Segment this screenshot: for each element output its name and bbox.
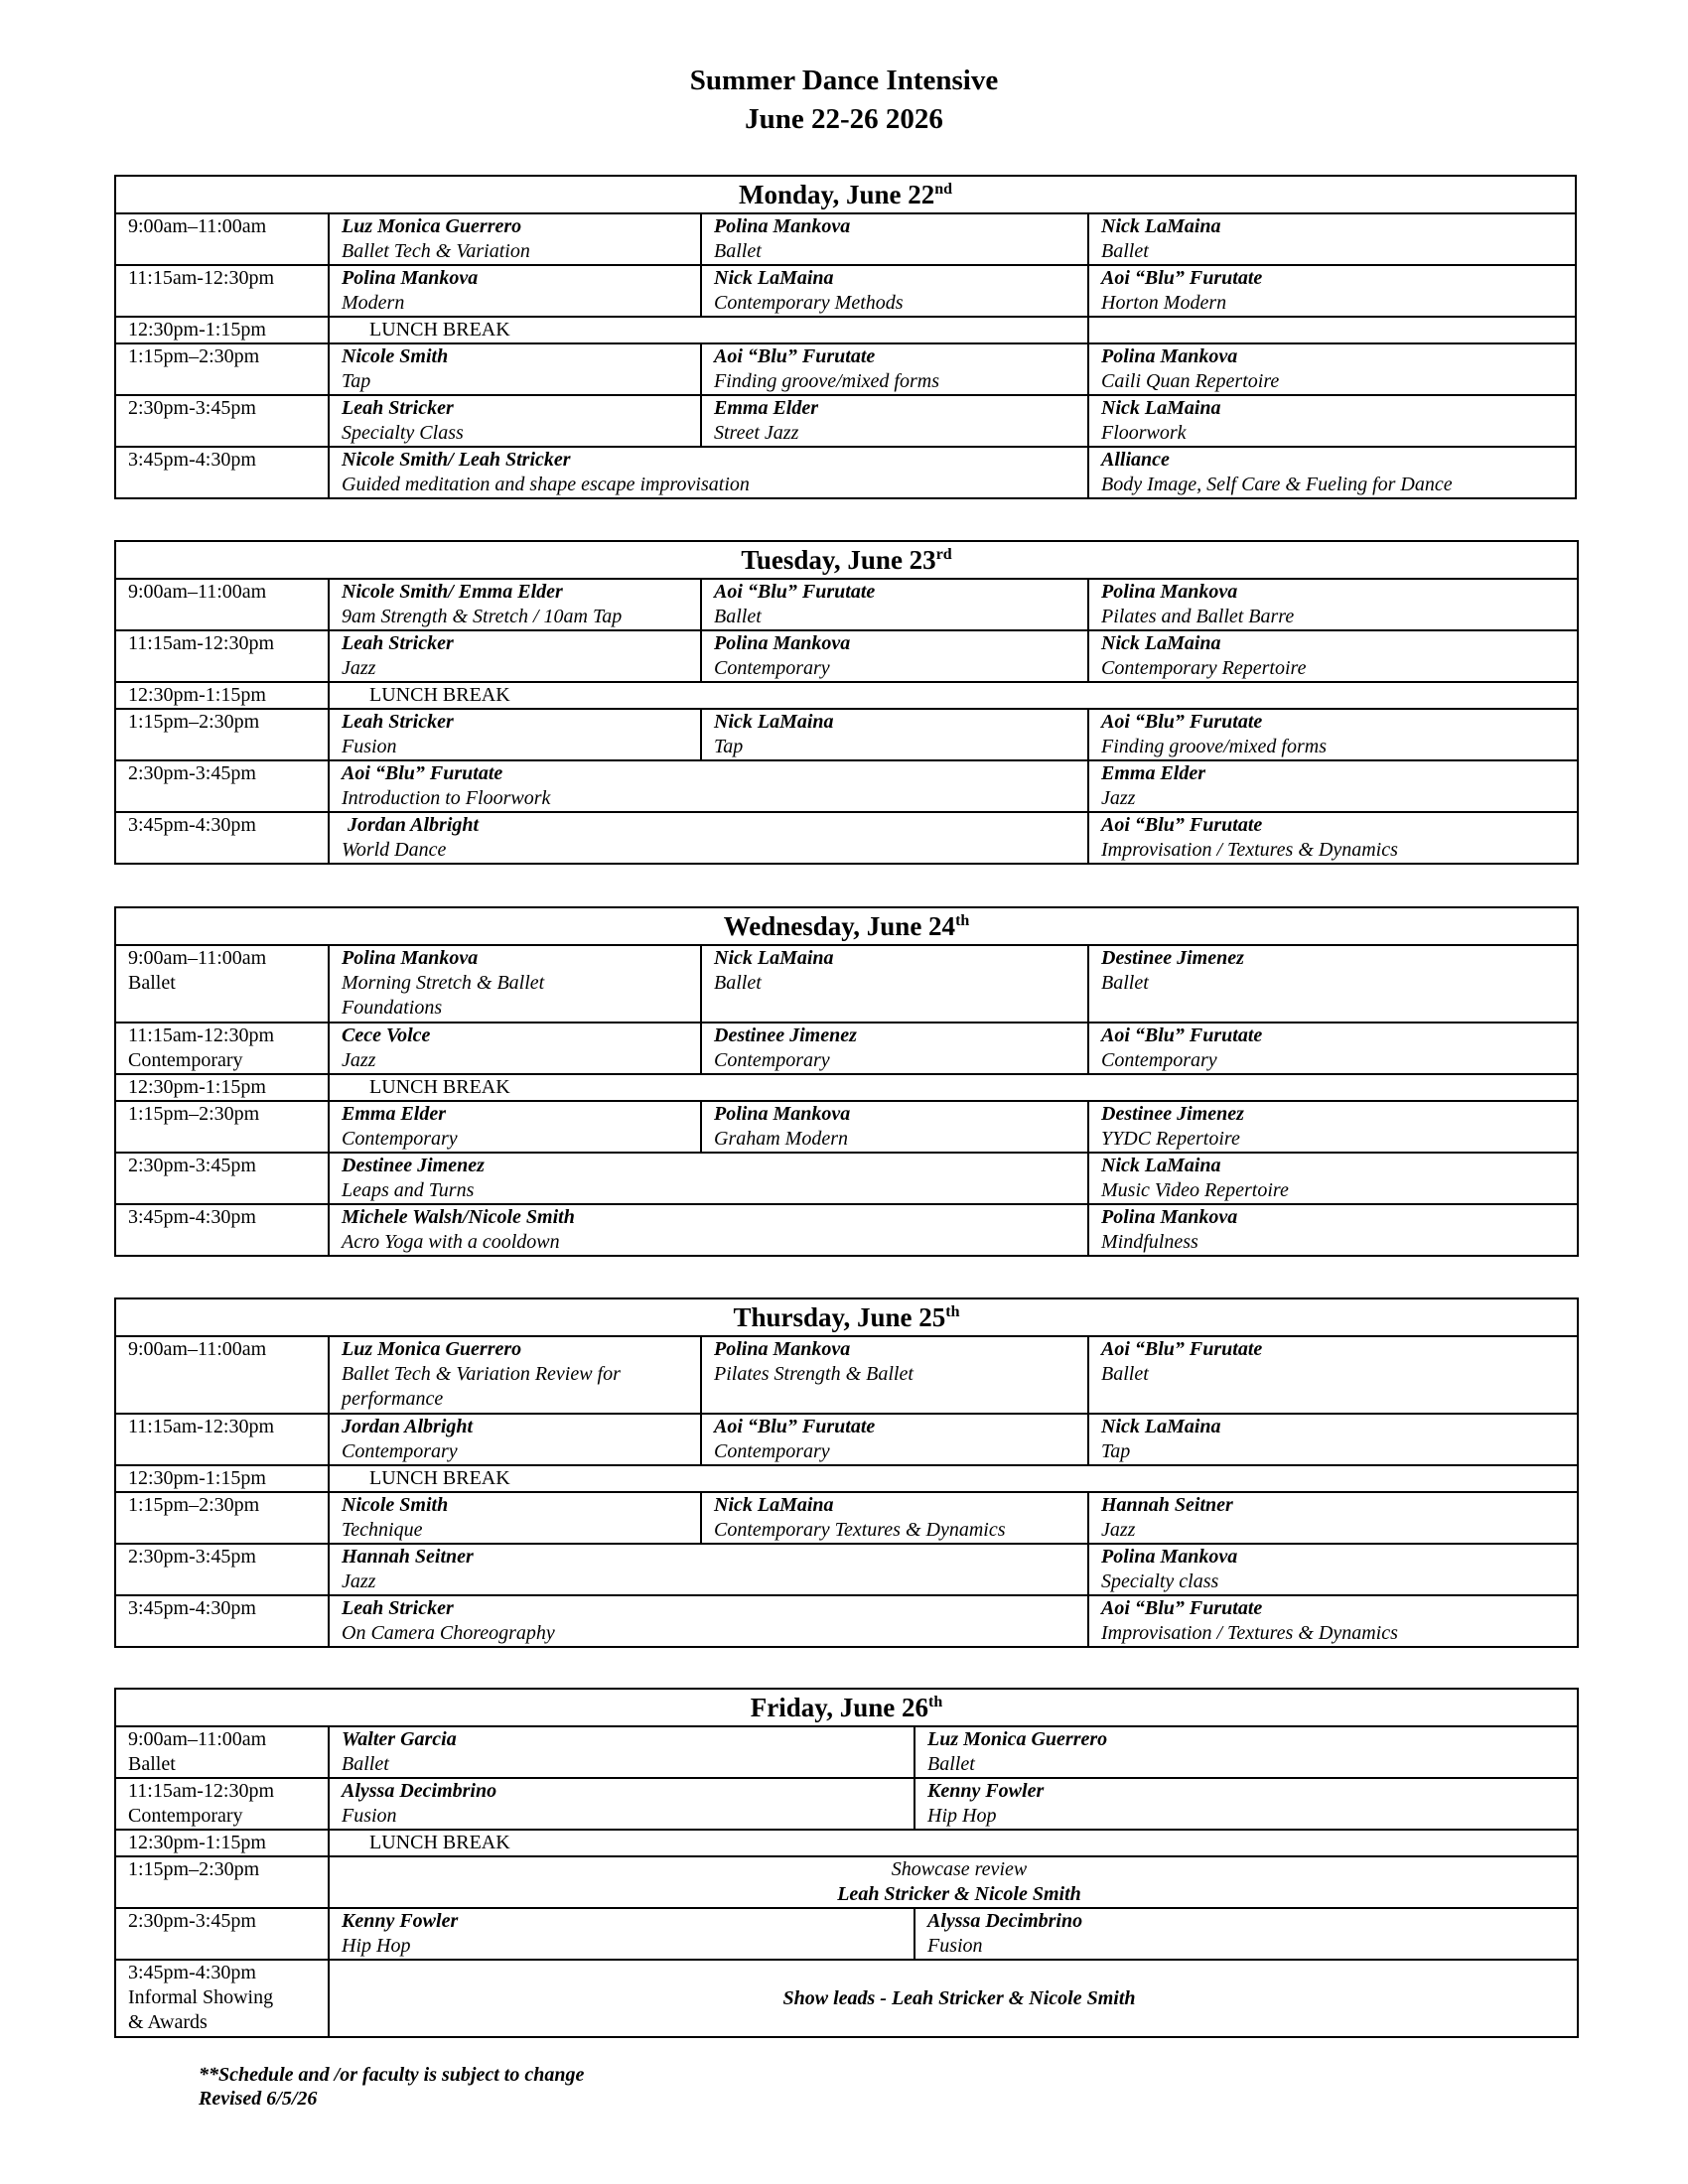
schedule-row — [115, 1023, 1578, 1074]
class-cell — [329, 760, 1088, 812]
schedule-row — [115, 1778, 1578, 1830]
time-slot: 2:30pm-3:45pm — [115, 1908, 329, 1960]
schedule-wednesday — [114, 906, 1579, 1257]
instructor-name: Hannah Seitner — [1101, 1494, 1233, 1516]
instructor-name: Aoi “Blu” Furutate — [1101, 1338, 1263, 1360]
class-cell — [1088, 1023, 1578, 1074]
show-leads: Show leads - Leah Stricker & Nicole Smith — [782, 1986, 1136, 2009]
instructor-name: Kenny Fowler — [342, 1910, 459, 1932]
instructor-name: Polina Mankova — [1101, 1206, 1238, 1228]
class-cell — [329, 1336, 701, 1414]
class-name: Leaps and Turns — [342, 1179, 475, 1201]
class-name: Introduction to Floorwork — [342, 787, 551, 809]
class-cell — [329, 1023, 701, 1074]
class-cell — [329, 630, 701, 682]
class-name: Technique — [342, 1519, 423, 1541]
instructor-name: Nick LaMaina — [1101, 215, 1221, 237]
class-name: Hip Hop — [342, 1935, 411, 1957]
class-name: Ballet — [1101, 240, 1149, 262]
class-cell — [329, 1544, 1088, 1595]
class-cell — [329, 945, 701, 1023]
time-slot: 2:30pm-3:45pm — [115, 760, 329, 812]
day-header — [115, 541, 1578, 579]
class-cell — [1088, 579, 1578, 630]
schedule-row — [115, 630, 1578, 682]
time-slot: 11:15am-12:30pm — [115, 265, 329, 317]
class-cell — [1088, 343, 1576, 395]
instructor-name: Destinee Jimenez — [714, 1024, 857, 1046]
class-name: Improvisation / Textures & Dynamics — [1101, 1622, 1398, 1644]
class-name: Ballet — [714, 606, 762, 627]
class-cell — [1088, 945, 1578, 1023]
class-cell — [329, 1908, 914, 1960]
lunch-break — [329, 317, 1088, 343]
instructor-name: Polina Mankova — [342, 267, 479, 289]
class-name: On Camera Choreography — [342, 1622, 555, 1644]
lunch-row — [115, 1830, 1578, 1856]
instructor-name: Polina Mankova — [714, 632, 851, 654]
schedule-row — [115, 265, 1576, 317]
instructor-name: Alyssa Decimbrino — [927, 1910, 1083, 1932]
day-label: Monday, June 22 — [738, 180, 935, 209]
instructor-name: Emma Elder — [342, 1103, 447, 1125]
class-name: Acro Yoga with a cooldown — [342, 1231, 560, 1253]
instructor-name: Leah Stricker — [342, 1597, 454, 1619]
class-cell — [329, 1204, 1088, 1256]
class-cell — [329, 395, 701, 447]
class-cell — [1088, 1595, 1578, 1647]
class-name: Jazz — [342, 657, 376, 679]
schedule-row — [115, 579, 1578, 630]
instructor-name: Aoi “Blu” Furutate — [1101, 1597, 1263, 1619]
day-suffix: th — [928, 1694, 943, 1710]
class-name: Horton Modern — [1101, 292, 1227, 314]
showcase-label: Showcase review — [891, 1858, 1028, 1880]
instructor-name: Luz Monica Guerrero — [927, 1728, 1108, 1750]
instructor-name: Nick LaMaina — [714, 267, 834, 289]
lunch-break — [329, 1465, 1578, 1492]
lunch-break — [329, 1830, 1578, 1856]
instructor-name: Nicole Smith/ Emma Elder — [342, 581, 563, 603]
instructor-name: Hannah Seitner — [342, 1546, 474, 1568]
show-leads-cell — [329, 1960, 1578, 2037]
time-slot: 1:15pm–2:30pm — [115, 343, 329, 395]
class-name: Morning Stretch & Ballet Foundations — [342, 972, 545, 1019]
class-name: Contemporary — [1101, 1049, 1217, 1071]
schedule-row — [115, 1908, 1578, 1960]
instructor-name: Leah Stricker — [342, 632, 454, 654]
instructor-name: Nick LaMaina — [1101, 1155, 1221, 1176]
lunch-label: LUNCH BREAK — [369, 1076, 510, 1098]
instructor-name: Nick LaMaina — [1101, 632, 1221, 654]
schedule-row — [115, 1960, 1578, 2037]
instructor-name: Aoi “Blu” Furutate — [1101, 1024, 1263, 1046]
lunch-label: LUNCH BREAK — [369, 319, 510, 341]
class-cell — [701, 1336, 1088, 1414]
schedule-row — [115, 1492, 1578, 1544]
instructor-name: Nicole Smith/ Leah Stricker — [342, 449, 571, 471]
time-slot: 12:30pm-1:15pm — [115, 1830, 329, 1856]
class-cell — [1088, 709, 1578, 760]
class-cell — [329, 1778, 914, 1830]
instructor-name: Luz Monica Guerrero — [342, 215, 522, 237]
schedule-row — [115, 395, 1576, 447]
time-label: 3:45pm-4:30pm — [128, 1962, 256, 1983]
class-cell — [329, 1595, 1088, 1647]
schedule-row — [115, 1595, 1578, 1647]
class-name: Contemporary Textures & Dynamics — [714, 1519, 1006, 1541]
lunch-row — [115, 1074, 1578, 1101]
class-cell — [329, 265, 701, 317]
class-name: Specialty Class — [342, 422, 464, 444]
class-cell — [701, 1414, 1088, 1465]
class-name: Ballet Tech & Variation Review for performance — [342, 1363, 621, 1410]
class-name: Hip Hop — [927, 1805, 997, 1827]
class-name: Pilates and Ballet Barre — [1101, 606, 1295, 627]
time-slot: 1:15pm–2:30pm — [115, 1856, 329, 1908]
class-name: Floorwork — [1101, 422, 1187, 444]
showcase-review-cell — [329, 1856, 1578, 1908]
time-slot: 3:45pm-4:30pm — [115, 1204, 329, 1256]
lunch-break — [329, 682, 1578, 709]
day-label: Friday, June 26 — [750, 1693, 929, 1722]
class-name: Mindfulness — [1101, 1231, 1198, 1253]
class-name: Tap — [1101, 1440, 1131, 1462]
time-subtitle: Contemporary — [128, 1805, 243, 1827]
page-title: Summer Dance Intensive — [689, 65, 999, 96]
time-slot: 9:00am–11:00am — [115, 213, 329, 265]
time-slot: 1:15pm–2:30pm — [115, 709, 329, 760]
time-slot — [115, 945, 329, 1023]
time-slot — [115, 1960, 329, 2037]
class-name: Finding groove/mixed forms — [714, 370, 940, 392]
time-slot: 9:00am–11:00am — [115, 579, 329, 630]
class-cell — [1088, 1336, 1578, 1414]
class-name: Pilates Strength & Ballet — [714, 1363, 914, 1385]
showcase-leads: Leah Stricker & Nicole Smith — [837, 1883, 1081, 1905]
class-cell — [329, 1492, 701, 1544]
class-cell — [1088, 1414, 1578, 1465]
class-cell — [1088, 265, 1576, 317]
class-cell — [1088, 213, 1576, 265]
class-cell — [1088, 630, 1578, 682]
schedule-row — [115, 760, 1578, 812]
schedule-row — [115, 1204, 1578, 1256]
class-name: Fusion — [342, 736, 397, 757]
class-name: Tap — [342, 370, 371, 392]
class-name: Guided meditation and shape escape improvisation — [342, 474, 750, 495]
schedule-tuesday — [114, 540, 1579, 865]
class-name: Body Image, Self Care & Fueling for Dance — [1101, 474, 1453, 495]
class-cell — [1088, 1204, 1578, 1256]
instructor-name: Destinee Jimenez — [1101, 947, 1244, 969]
class-cell — [914, 1778, 1578, 1830]
schedule-thursday — [114, 1297, 1579, 1648]
empty-cell — [1088, 317, 1576, 343]
instructor-name: Destinee Jimenez — [1101, 1103, 1244, 1125]
lunch-row — [115, 682, 1578, 709]
class-name: Fusion — [927, 1935, 983, 1957]
instructor-name: Jordan Albright — [348, 814, 480, 836]
class-name: Ballet — [714, 972, 762, 994]
schedule-row — [115, 447, 1576, 498]
schedule-row — [115, 709, 1578, 760]
time-slot: 12:30pm-1:15pm — [115, 1074, 329, 1101]
schedule-row — [115, 343, 1576, 395]
class-name: Caili Quan Repertoire — [1101, 370, 1280, 392]
class-cell — [701, 579, 1088, 630]
time-slot: 12:30pm-1:15pm — [115, 682, 329, 709]
instructor-name: Alyssa Decimbrino — [342, 1780, 497, 1802]
instructor-name: Leah Stricker — [342, 711, 454, 733]
time-label: 11:15am-12:30pm — [128, 1024, 275, 1046]
class-name: Contemporary — [714, 1049, 830, 1071]
instructor-name: Aoi “Blu” Furutate — [714, 1416, 876, 1437]
instructor-name: Luz Monica Guerrero — [342, 1338, 522, 1360]
class-name: Contemporary — [714, 657, 830, 679]
class-name: Jazz — [342, 1049, 376, 1071]
instructor-name: Polina Mankova — [1101, 581, 1238, 603]
class-cell — [1088, 1544, 1578, 1595]
class-cell — [1088, 395, 1576, 447]
schedule-row — [115, 1153, 1578, 1204]
class-name: Contemporary Repertoire — [1101, 657, 1307, 679]
day-label: Thursday, June 25 — [733, 1302, 946, 1332]
class-name: World Dance — [342, 839, 447, 861]
class-cell — [701, 1101, 1088, 1153]
class-name: Ballet — [714, 240, 762, 262]
lunch-label: LUNCH BREAK — [369, 684, 510, 706]
class-cell — [329, 343, 701, 395]
instructor-name: Kenny Fowler — [927, 1780, 1045, 1802]
instructor-name: Aoi “Blu” Furutate — [714, 345, 876, 367]
time-slot: 3:45pm-4:30pm — [115, 812, 329, 864]
class-name: YYDC Repertoire — [1101, 1128, 1240, 1150]
footer — [199, 2063, 584, 2111]
instructor-name: Walter Garcia — [342, 1728, 457, 1750]
class-cell — [1088, 447, 1576, 498]
day-label: Wednesday, June 24 — [723, 911, 956, 941]
instructor-name: Nick LaMaina — [714, 711, 834, 733]
instructor-name: Polina Mankova — [714, 215, 851, 237]
time-slot: 12:30pm-1:15pm — [115, 317, 329, 343]
schedule-row — [115, 1856, 1578, 1908]
schedule-row — [115, 812, 1578, 864]
time-slot: 2:30pm-3:45pm — [115, 1153, 329, 1204]
class-cell — [1088, 760, 1578, 812]
time-slot: 3:45pm-4:30pm — [115, 1595, 329, 1647]
class-cell — [701, 945, 1088, 1023]
schedule-monday — [114, 175, 1577, 499]
lunch-label: LUNCH BREAK — [369, 1467, 510, 1489]
instructor-name: Emma Elder — [1101, 762, 1206, 784]
time-slot — [115, 1023, 329, 1074]
revised-date: Revised 6/5/26 — [199, 2088, 318, 2110]
time-subtitle-2: & Awards — [128, 2011, 208, 2033]
class-cell — [701, 265, 1088, 317]
instructor-name: Alliance — [1101, 449, 1170, 471]
class-name: Jazz — [1101, 1519, 1136, 1541]
instructor-name: Aoi “Blu” Furutate — [342, 762, 503, 784]
time-slot: 2:30pm-3:45pm — [115, 395, 329, 447]
class-cell — [329, 213, 701, 265]
class-cell — [701, 709, 1088, 760]
class-name: Ballet — [342, 1753, 389, 1775]
class-name: Finding groove/mixed forms — [1101, 736, 1328, 757]
class-name: Specialty class — [1101, 1570, 1219, 1592]
class-name: Contemporary — [342, 1440, 458, 1462]
time-slot — [115, 1726, 329, 1778]
class-name: Improvisation / Textures & Dynamics — [1101, 839, 1398, 861]
instructor-name: Nick LaMaina — [1101, 397, 1221, 419]
day-header — [115, 1689, 1578, 1726]
class-name: Ballet — [927, 1753, 975, 1775]
time-slot: 2:30pm-3:45pm — [115, 1544, 329, 1595]
instructor-name: Aoi “Blu” Furutate — [1101, 814, 1263, 836]
class-name: Tap — [714, 736, 744, 757]
class-name: Street Jazz — [714, 422, 799, 444]
day-header — [115, 907, 1578, 945]
schedule-friday — [114, 1688, 1579, 2038]
class-cell — [914, 1908, 1578, 1960]
schedule-row — [115, 213, 1576, 265]
class-name: 9am Strength & Stretch / 10am Tap — [342, 606, 623, 627]
time-label: 11:15am-12:30pm — [128, 1780, 275, 1802]
class-name: Contemporary — [714, 1440, 830, 1462]
instructor-name: Emma Elder — [714, 397, 819, 419]
class-cell — [329, 1153, 1088, 1204]
instructor-name: Aoi “Blu” Furutate — [1101, 267, 1263, 289]
day-suffix: th — [945, 1303, 960, 1320]
time-slot — [115, 1778, 329, 1830]
class-name: Music Video Repertoire — [1101, 1179, 1289, 1201]
time-slot: 11:15am-12:30pm — [115, 630, 329, 682]
instructor-name: Polina Mankova — [342, 947, 479, 969]
schedule-change-note: **Schedule and /or faculty is subject to change — [199, 2064, 585, 2086]
time-label: 9:00am–11:00am — [128, 947, 267, 969]
time-slot: 11:15am-12:30pm — [115, 1414, 329, 1465]
class-cell — [329, 812, 1088, 864]
day-label: Tuesday, June 23 — [741, 545, 936, 575]
class-cell — [329, 1726, 914, 1778]
schedule-row — [115, 1414, 1578, 1465]
time-subtitle: Informal Showing — [128, 1986, 274, 2008]
time-slot: 12:30pm-1:15pm — [115, 1465, 329, 1492]
class-cell — [1088, 1492, 1578, 1544]
instructor-name: Aoi “Blu” Furutate — [714, 581, 876, 603]
instructor-name: Destinee Jimenez — [342, 1155, 485, 1176]
schedule-row — [115, 1336, 1578, 1414]
time-subtitle: Contemporary — [128, 1049, 243, 1071]
time-slot: 3:45pm-4:30pm — [115, 447, 329, 498]
lunch-row — [115, 1465, 1578, 1492]
instructor-name: Leah Stricker — [342, 397, 454, 419]
class-name: Jazz — [342, 1570, 376, 1592]
instructor-name: Nick LaMaina — [1101, 1416, 1221, 1437]
instructor-name: Jordan Albright — [342, 1416, 474, 1437]
class-name: Graham Modern — [714, 1128, 848, 1150]
time-slot: 9:00am–11:00am — [115, 1336, 329, 1414]
day-header — [115, 176, 1576, 213]
time-label: 9:00am–11:00am — [128, 1728, 267, 1750]
instructor-name: Nicole Smith — [342, 1494, 449, 1516]
time-slot: 1:15pm–2:30pm — [115, 1492, 329, 1544]
instructor-name: Polina Mankova — [1101, 345, 1238, 367]
instructor-name: Polina Mankova — [714, 1338, 851, 1360]
class-cell — [329, 1414, 701, 1465]
instructor-name: Cece Volce — [342, 1024, 431, 1046]
class-cell — [701, 1023, 1088, 1074]
instructor-name: Nick LaMaina — [714, 1494, 834, 1516]
lunch-break — [329, 1074, 1578, 1101]
instructor-name: Aoi “Blu” Furutate — [1101, 711, 1263, 733]
lunch-label: LUNCH BREAK — [369, 1832, 510, 1853]
time-subtitle: Ballet — [128, 972, 176, 994]
time-subtitle: Ballet — [128, 1753, 176, 1775]
class-cell — [701, 213, 1088, 265]
instructor-name: Polina Mankova — [1101, 1546, 1238, 1568]
class-cell — [329, 709, 701, 760]
class-cell — [701, 395, 1088, 447]
class-name: Ballet — [1101, 972, 1149, 994]
schedule-row — [115, 1544, 1578, 1595]
class-name: Ballet Tech & Variation — [342, 240, 530, 262]
day-suffix: th — [955, 912, 970, 929]
page-dates: June 22-26 2026 — [745, 103, 943, 135]
lunch-row — [115, 317, 1576, 343]
day-suffix: nd — [934, 181, 953, 198]
instructor-name: Nicole Smith — [342, 345, 449, 367]
class-name: Contemporary — [342, 1128, 458, 1150]
class-name: Modern — [342, 292, 405, 314]
day-header — [115, 1298, 1578, 1336]
schedule-row — [115, 1101, 1578, 1153]
class-name: Jazz — [1101, 787, 1136, 809]
class-cell — [701, 343, 1088, 395]
instructor-name: Polina Mankova — [714, 1103, 851, 1125]
class-cell — [329, 447, 1088, 498]
class-cell — [1088, 1101, 1578, 1153]
class-cell — [1088, 1153, 1578, 1204]
schedule-row — [115, 1726, 1578, 1778]
instructor-name: Nick LaMaina — [714, 947, 834, 969]
class-cell — [701, 630, 1088, 682]
class-name: Ballet — [1101, 1363, 1149, 1385]
schedule-row — [115, 945, 1578, 1023]
time-slot: 1:15pm–2:30pm — [115, 1101, 329, 1153]
instructor-name: Michele Walsh/Nicole Smith — [342, 1206, 575, 1228]
class-cell — [701, 1492, 1088, 1544]
day-suffix: rd — [935, 546, 952, 563]
class-cell — [914, 1726, 1578, 1778]
class-name: Contemporary Methods — [714, 292, 904, 314]
class-cell — [1088, 812, 1578, 864]
class-cell — [329, 579, 701, 630]
class-name: Fusion — [342, 1805, 397, 1827]
class-cell — [329, 1101, 701, 1153]
